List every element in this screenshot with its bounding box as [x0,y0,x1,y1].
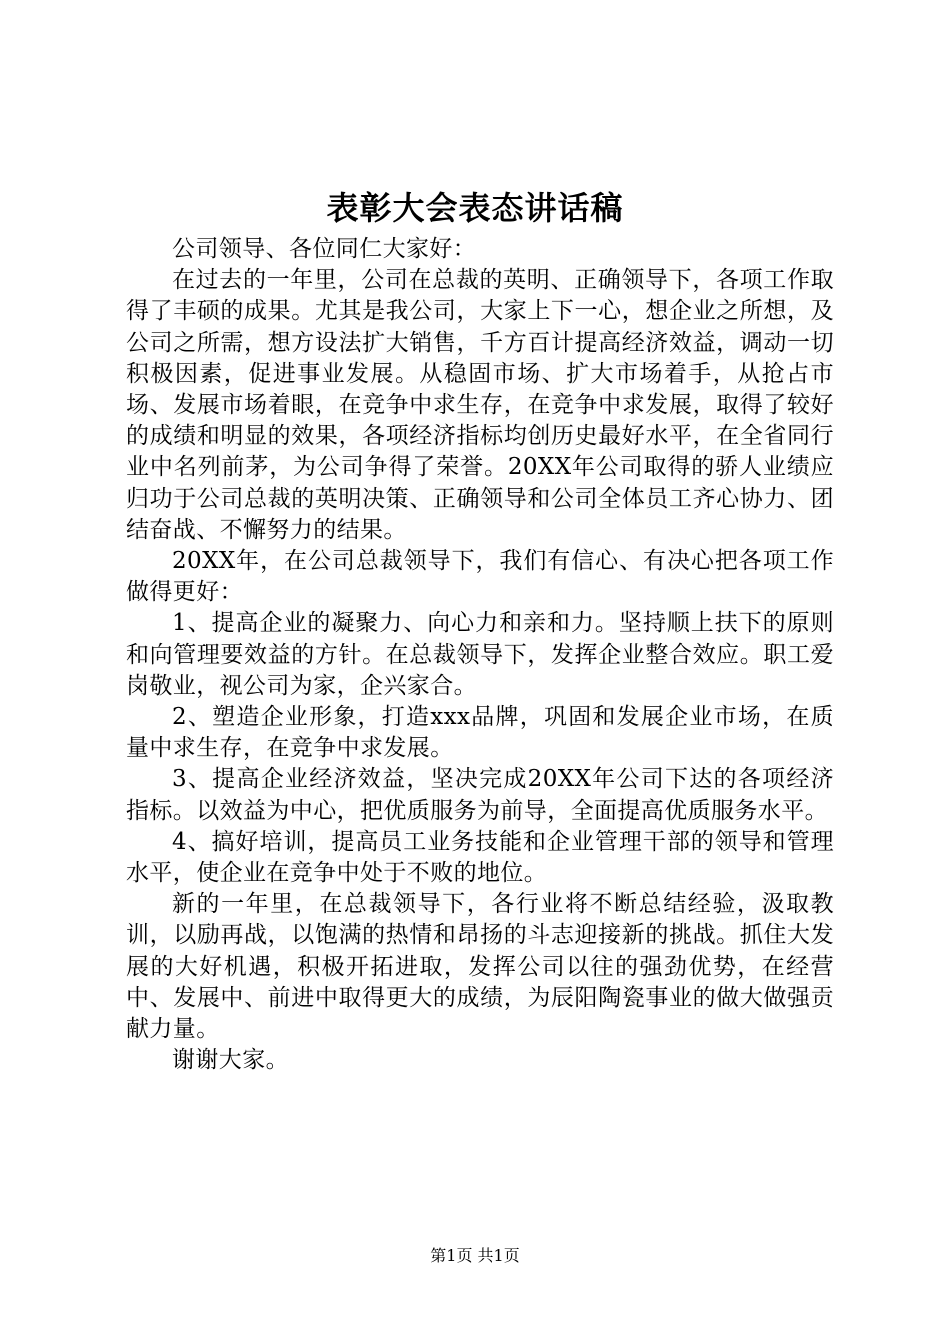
plan-item-3: 3、提高企业经济效益，坚决完成20XX年公司下达的各项经济指标。以效益为中心，把优质服务为前导，全面提高优质服务水平。 [126,766,834,824]
plan-item-4: 4、搞好培训，提高员工业务技能和企业管理干部的领导和管理水平，使企业在竞争中处于不败的地位。 [126,828,834,887]
plan-intro-paragraph: 20XX年，在公司总裁领导下，我们有信心、有决心把各项工作做得更好： [126,548,834,606]
outlook-paragraph: 新的一年里，在总裁领导下，各行业将不断总结经验，汲取教训，以励再战，以饱满的热情和昂扬的斗志迎接新的挑战。抓住大发展的大好机遇，积极开拓进取，发挥公司以往的强劲优势，在经营中、发展中、前进中取得更大的成绩，为辰阳陶瓷事业的做大做强贡献力量。 [126,891,834,1043]
document-body [126,234,834,1076]
plan-item-2: 2、塑造企业形象，打造xxx品牌，巩固和发展企业市场，在质量中求生存，在竞争中求发展。 [126,704,834,762]
review-paragraph: 在过去的一年里，公司在总裁的英明、正确领导下，各项工作取得了丰硕的成果。尤其是我公司，大家上下一心，想企业之所想，及公司之所需，想方设法扩大销售，千方百计提高经济效益，调动一切积极因素，促进事业发展。从稳固市场、扩大市场着手，从抢占市场、发展市场着眼，在竞争中求生存，在竞争中求发展，取得了较好的成绩和明显的效果，各项经济指标均创历史最好水平，在全省同行业中名列前茅，为公司争得了荣誉。20XX年公司取得的骄人业绩应归功于公司总裁的英明决策、正确领导和公司全体员工齐心协力、团结奋战、不懈努力的结果。 [126,267,834,543]
page-footer: 第1页 共1页 [430,1246,520,1265]
page-title: 表彰大会表态讲话稿 [326,189,624,227]
plan-item-1: 1、提高企业的凝聚力、向心力和亲和力。坚持顺上扶下的原则和向管理要效益的方针。在总裁领导下，发挥企业整合效应。职工爱岗敬业，视公司为家，企兴家合。 [126,610,834,699]
greeting-paragraph: 公司领导、各位同仁大家好： [172,236,477,262]
closing-paragraph: 谢谢大家。 [172,1047,289,1074]
